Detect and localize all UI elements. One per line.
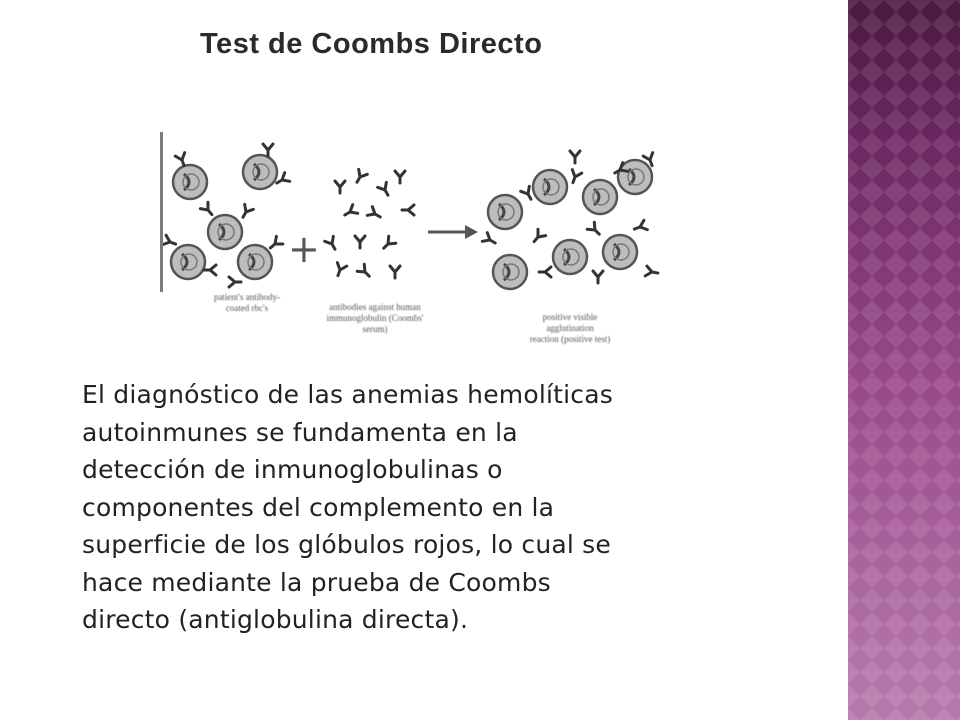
agglutinated-rbc-cluster [482,151,658,289]
caption-agglutination: positive visible agglutination reaction (positive test) [529,312,611,344]
coated-rbc-cluster [163,144,290,287]
reaction-arrow [428,225,478,239]
coombs-figure [160,20,660,360]
decorative-side-band [848,0,960,720]
caption-coombs-serum: antibodies against human immunoglobulin (Coombs' serum) [326,302,424,334]
plus-operator: + [288,227,320,271]
coombs-serum-antibodies [325,169,414,279]
body-paragraph: El diagnóstico de las anemias hemolíticas autoinmunes se fundamenta en la detección de inmunoglobulinas o componentes del complemento en la superficie de los glóbulos rojos, lo cual se hace mediante la prueba de Coombs directo (antiglobulina directa). [82,380,613,634]
coombs-diagram [160,132,660,292]
caption-coated-rbcs: patient's antibody- coated rbc's [213,292,281,313]
figure-title: Test de Coombs Directo [200,28,543,60]
